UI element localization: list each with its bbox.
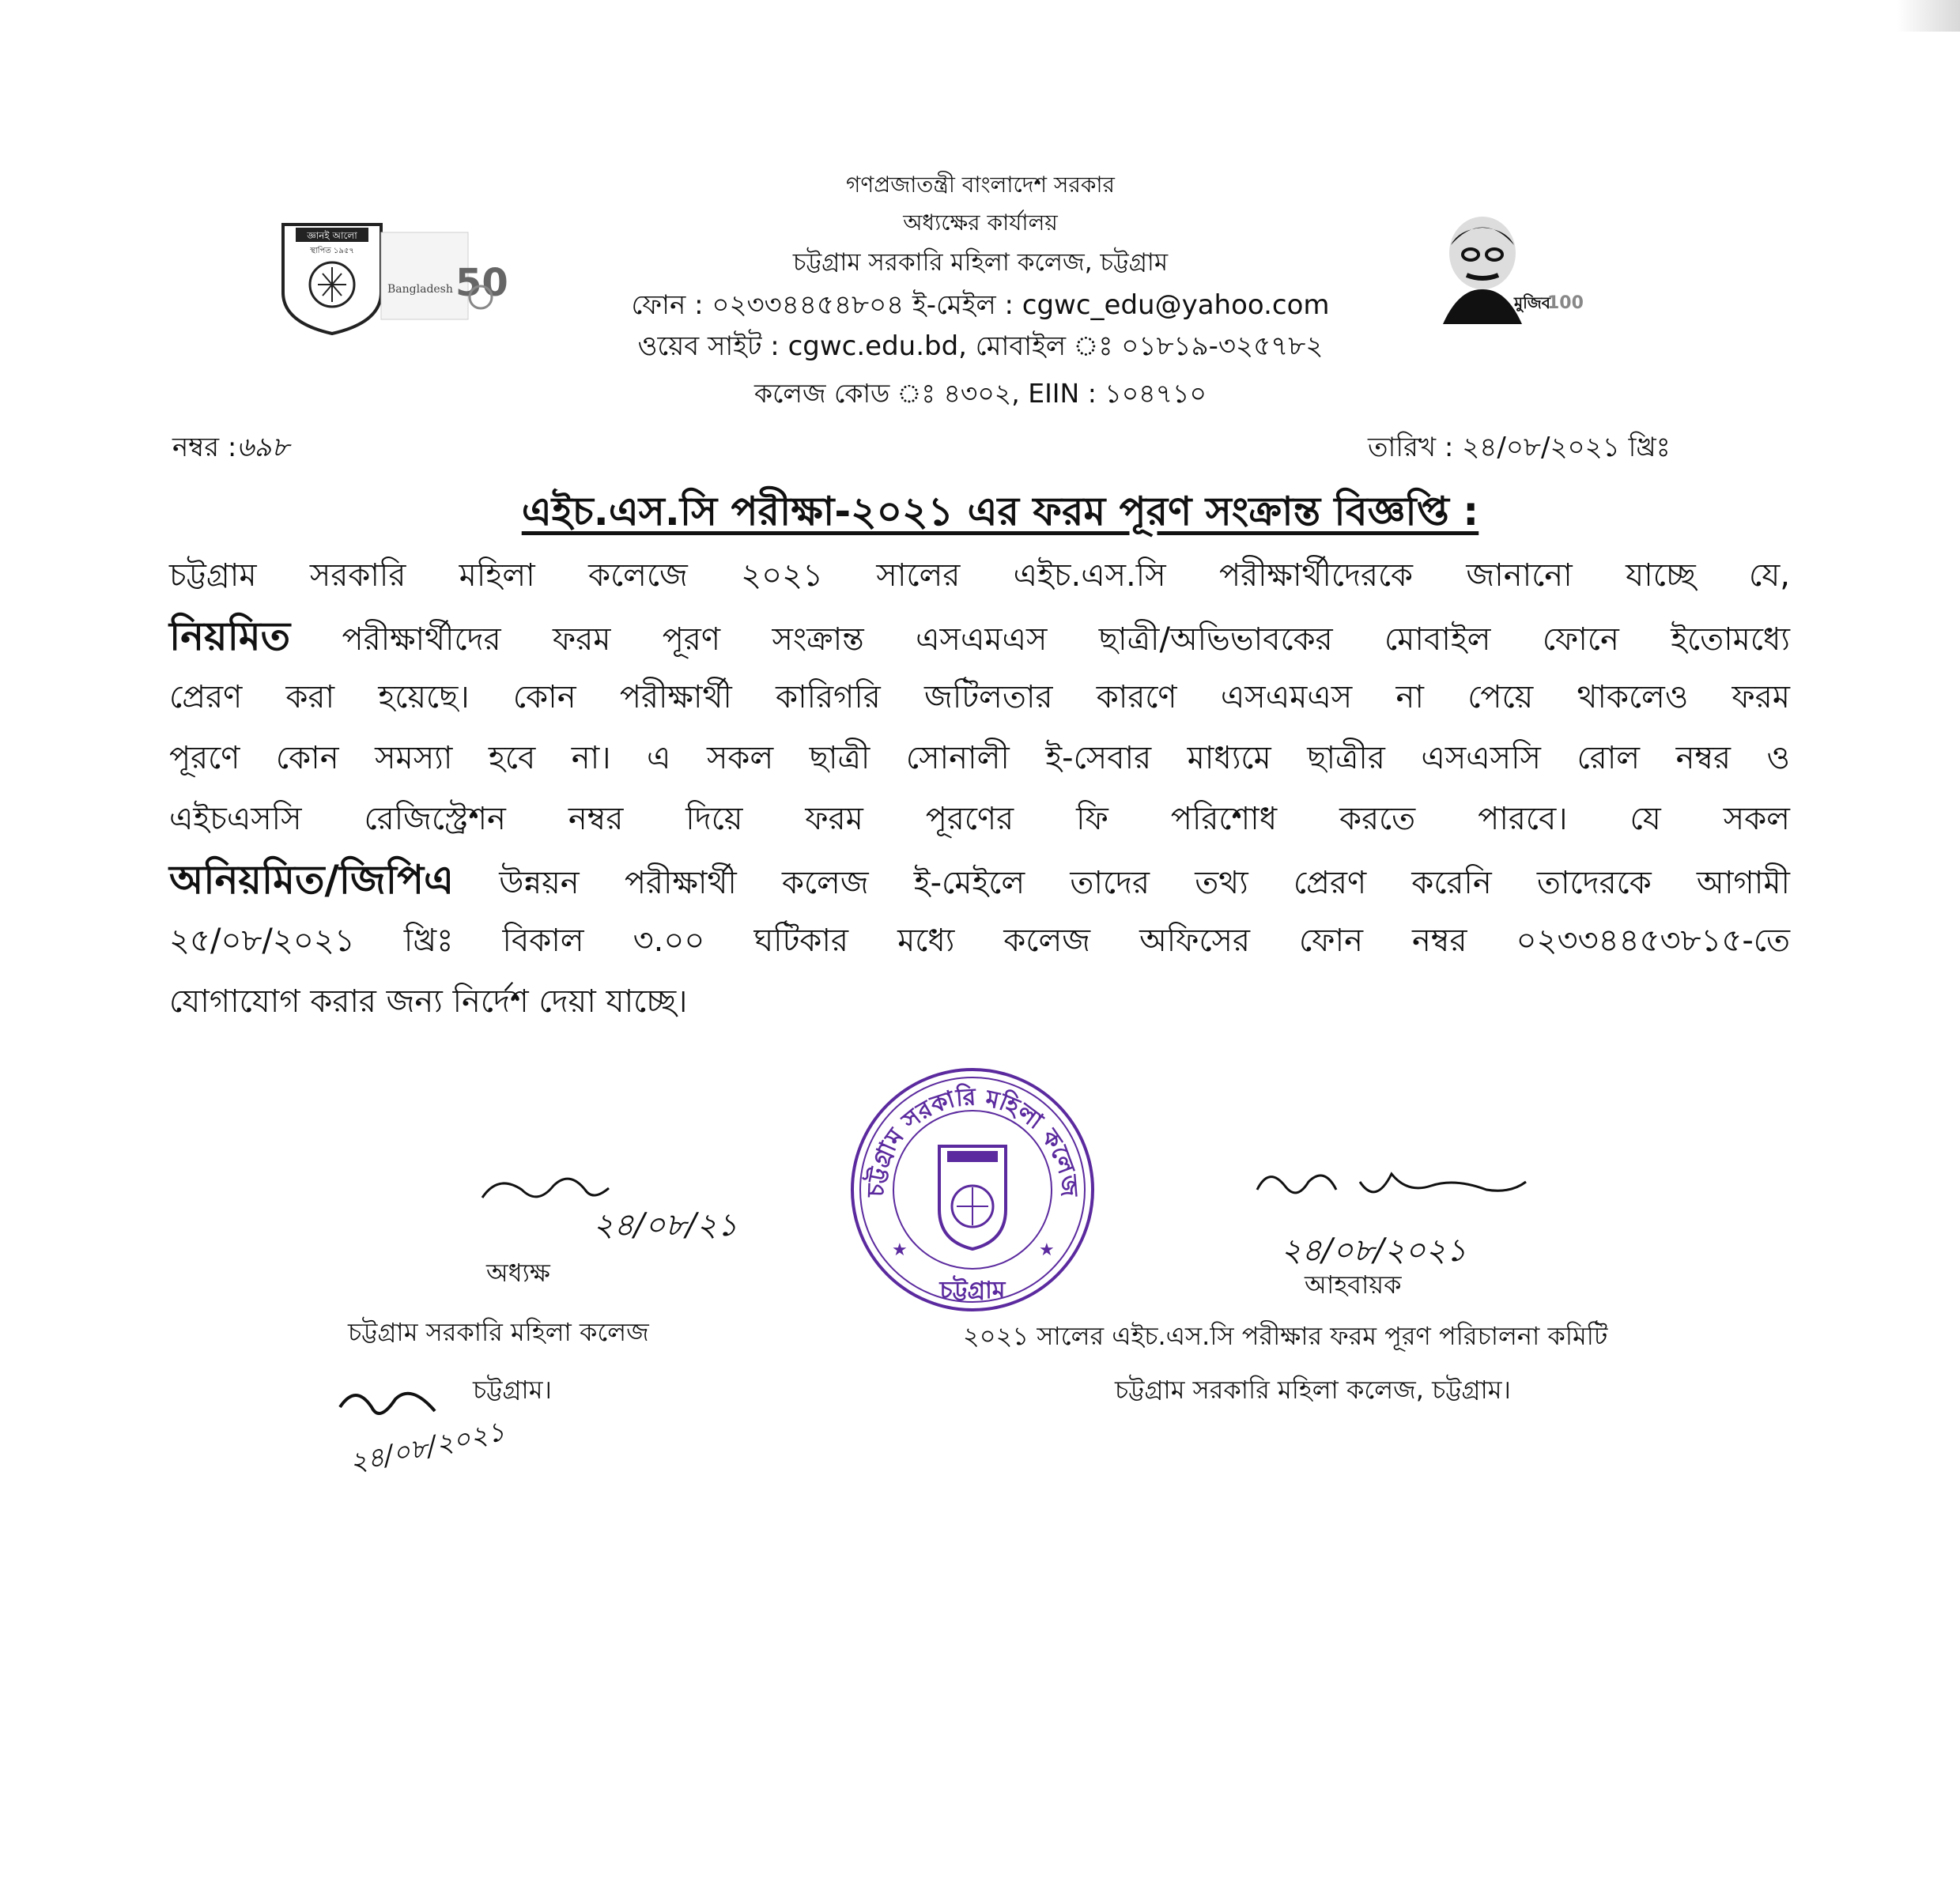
mujib-logo-number: 100 (1547, 293, 1584, 313)
body-line: প্রেরণ করা হয়েছে। কোন পরীক্ষার্থী কারিগরি জটিলতার কারণে এসএমএস না পেয়ে থাকলেও ফরম (169, 679, 1790, 715)
body-line: এইচএসসি রেজিস্ট্রেশন নম্বর দিয়ে ফরম পূরণের ফি পরিশোধ করতে পারবে। যে সকল (169, 801, 1790, 837)
body-line (169, 606, 1790, 667)
memo-number-value: ৬৯৮ (236, 432, 289, 463)
principal-city: চট্টগ্রাম। (473, 1375, 552, 1405)
committee-name: ২০২১ সালের এইচ.এস.সি পরীক্ষার ফরম পূরণ পরিচালনা কমিটি (963, 1321, 1608, 1351)
mujib-100-logo (1427, 213, 1584, 324)
principal-signature-date: ২৪/০৮/২১ (593, 1207, 738, 1243)
seal-bottom-text: চট্টগ্রাম (939, 1277, 1006, 1304)
college-seal-stamp (846, 1051, 1099, 1320)
body-line-text: উন্নয়ন পরীক্ষার্থী কলেজ ই-মেইলে তাদের তথ্য প্রেরণ করেনি তাদেরকে আগামী (454, 865, 1790, 901)
notice-date: তারিখ : ২৪/০৮/২০২১ খ্রিঃ (1368, 432, 1671, 463)
body-line: যোগাযোগ করার জন্য নির্দেশ দেয়া যাচ্ছে। (169, 983, 688, 1020)
convener-signature (1249, 1158, 1534, 1277)
principal-designation: অধ্যক্ষ (486, 1258, 550, 1288)
committee-college: চট্টগ্রাম সরকারি মহিলা কলেজ, চট্টগ্রাম। (1115, 1375, 1511, 1405)
fifty-logo-label: Bangladesh (387, 283, 453, 296)
irregular-label: অনিয়মিত/জিপিএ (169, 857, 455, 903)
svg-text:★: ★ (892, 1240, 908, 1260)
memo-number (172, 427, 289, 472)
header-government: গণপ্রজাতন্ত্রী বাংলাদেশ সরকার (846, 172, 1115, 198)
notice-body (169, 545, 1790, 1032)
principal-college: চট্টগ্রাম সরকারি মহিলা কলেজ (348, 1317, 649, 1347)
body-line: চট্টগ্রাম সরকারি মহিলা কলেজে ২০২১ সালের এইচ.এস.সি পরীক্ষার্থীদেরকে জানানো যাচ্ছে যে, (169, 557, 1790, 594)
mujib-logo-label: মুজিব (1514, 293, 1550, 312)
initial-signature-date: ২৪/০৮/২০২১ (346, 1415, 508, 1480)
crest-year-text: স্থাপিত ১৯৫৭ (310, 247, 354, 255)
convener-designation: আহবায়ক (1305, 1270, 1402, 1300)
notice-title: এইচ.এস.সি পরীক্ষা-২০২১ এর ফরম পূরণ সংক্রান্ত বিজ্ঞপ্তি : (521, 489, 1479, 534)
fifty-logo-number: 50 (455, 261, 508, 305)
header-phone-email: ফোন : ০২৩৩৪৪৫৪৮০৪ ই-মেইল : cgwc_edu@yahoo.com (631, 289, 1330, 321)
header-college: চট্টগ্রাম সরকারি মহিলা কলেজ, চট্টগ্রাম (792, 248, 1169, 277)
memo-number-label: নম্বর : (172, 432, 237, 463)
body-line (169, 850, 1790, 911)
regular-label: নিয়মিত (169, 613, 291, 659)
body-line-text: পরীক্ষার্থীদের ফরম পূরণ সংক্রান্ত এসএমএস ছাত্রী/অভিভাবকের মোবাইল ফোনে ইতোমধ্যে (290, 621, 1790, 658)
convener-signature-date: ২৪/০৮/২০২১ (1281, 1232, 1467, 1269)
body-line: পূরণে কোন সমস্যা হবে না। এ সকল ছাত্রী সোনালী ই-সেবার মাধ্যমে ছাত্রীর এসএসসি রোল নম্বর ও (169, 740, 1790, 776)
header-website-mobile: ওয়েব সাইট : cgwc.edu.bd, মোবাইল ঃ ০১৮১৯-৩২৫৭৮২ (637, 330, 1324, 362)
bangladesh-50-logo (380, 229, 508, 324)
header-office: অধ্যক্ষের কার্যালয় (903, 209, 1058, 236)
seal-arc-text: চট্টগ্রাম সরকারি মহিলা কলেজ (862, 1083, 1083, 1198)
principal-signature (474, 1166, 806, 1253)
header-college-code: কলেজ কোড ঃ ৪৩০২, EIIN : ১০৪৭১০ (754, 378, 1207, 409)
body-line: ২৫/০৮/২০২১ খ্রিঃ বিকাল ৩.০০ ঘটিকার মধ্যে কলেজ অফিসের ফোন নম্বর ০২৩৩৪৪৫৩৮১৫-তে (169, 923, 1790, 959)
crest-banner-text: জ্ঞানই আলো (307, 230, 357, 241)
college-crest-logo (277, 220, 387, 337)
svg-text:★: ★ (1039, 1240, 1055, 1260)
scan-edge-shadow (1897, 0, 1960, 32)
